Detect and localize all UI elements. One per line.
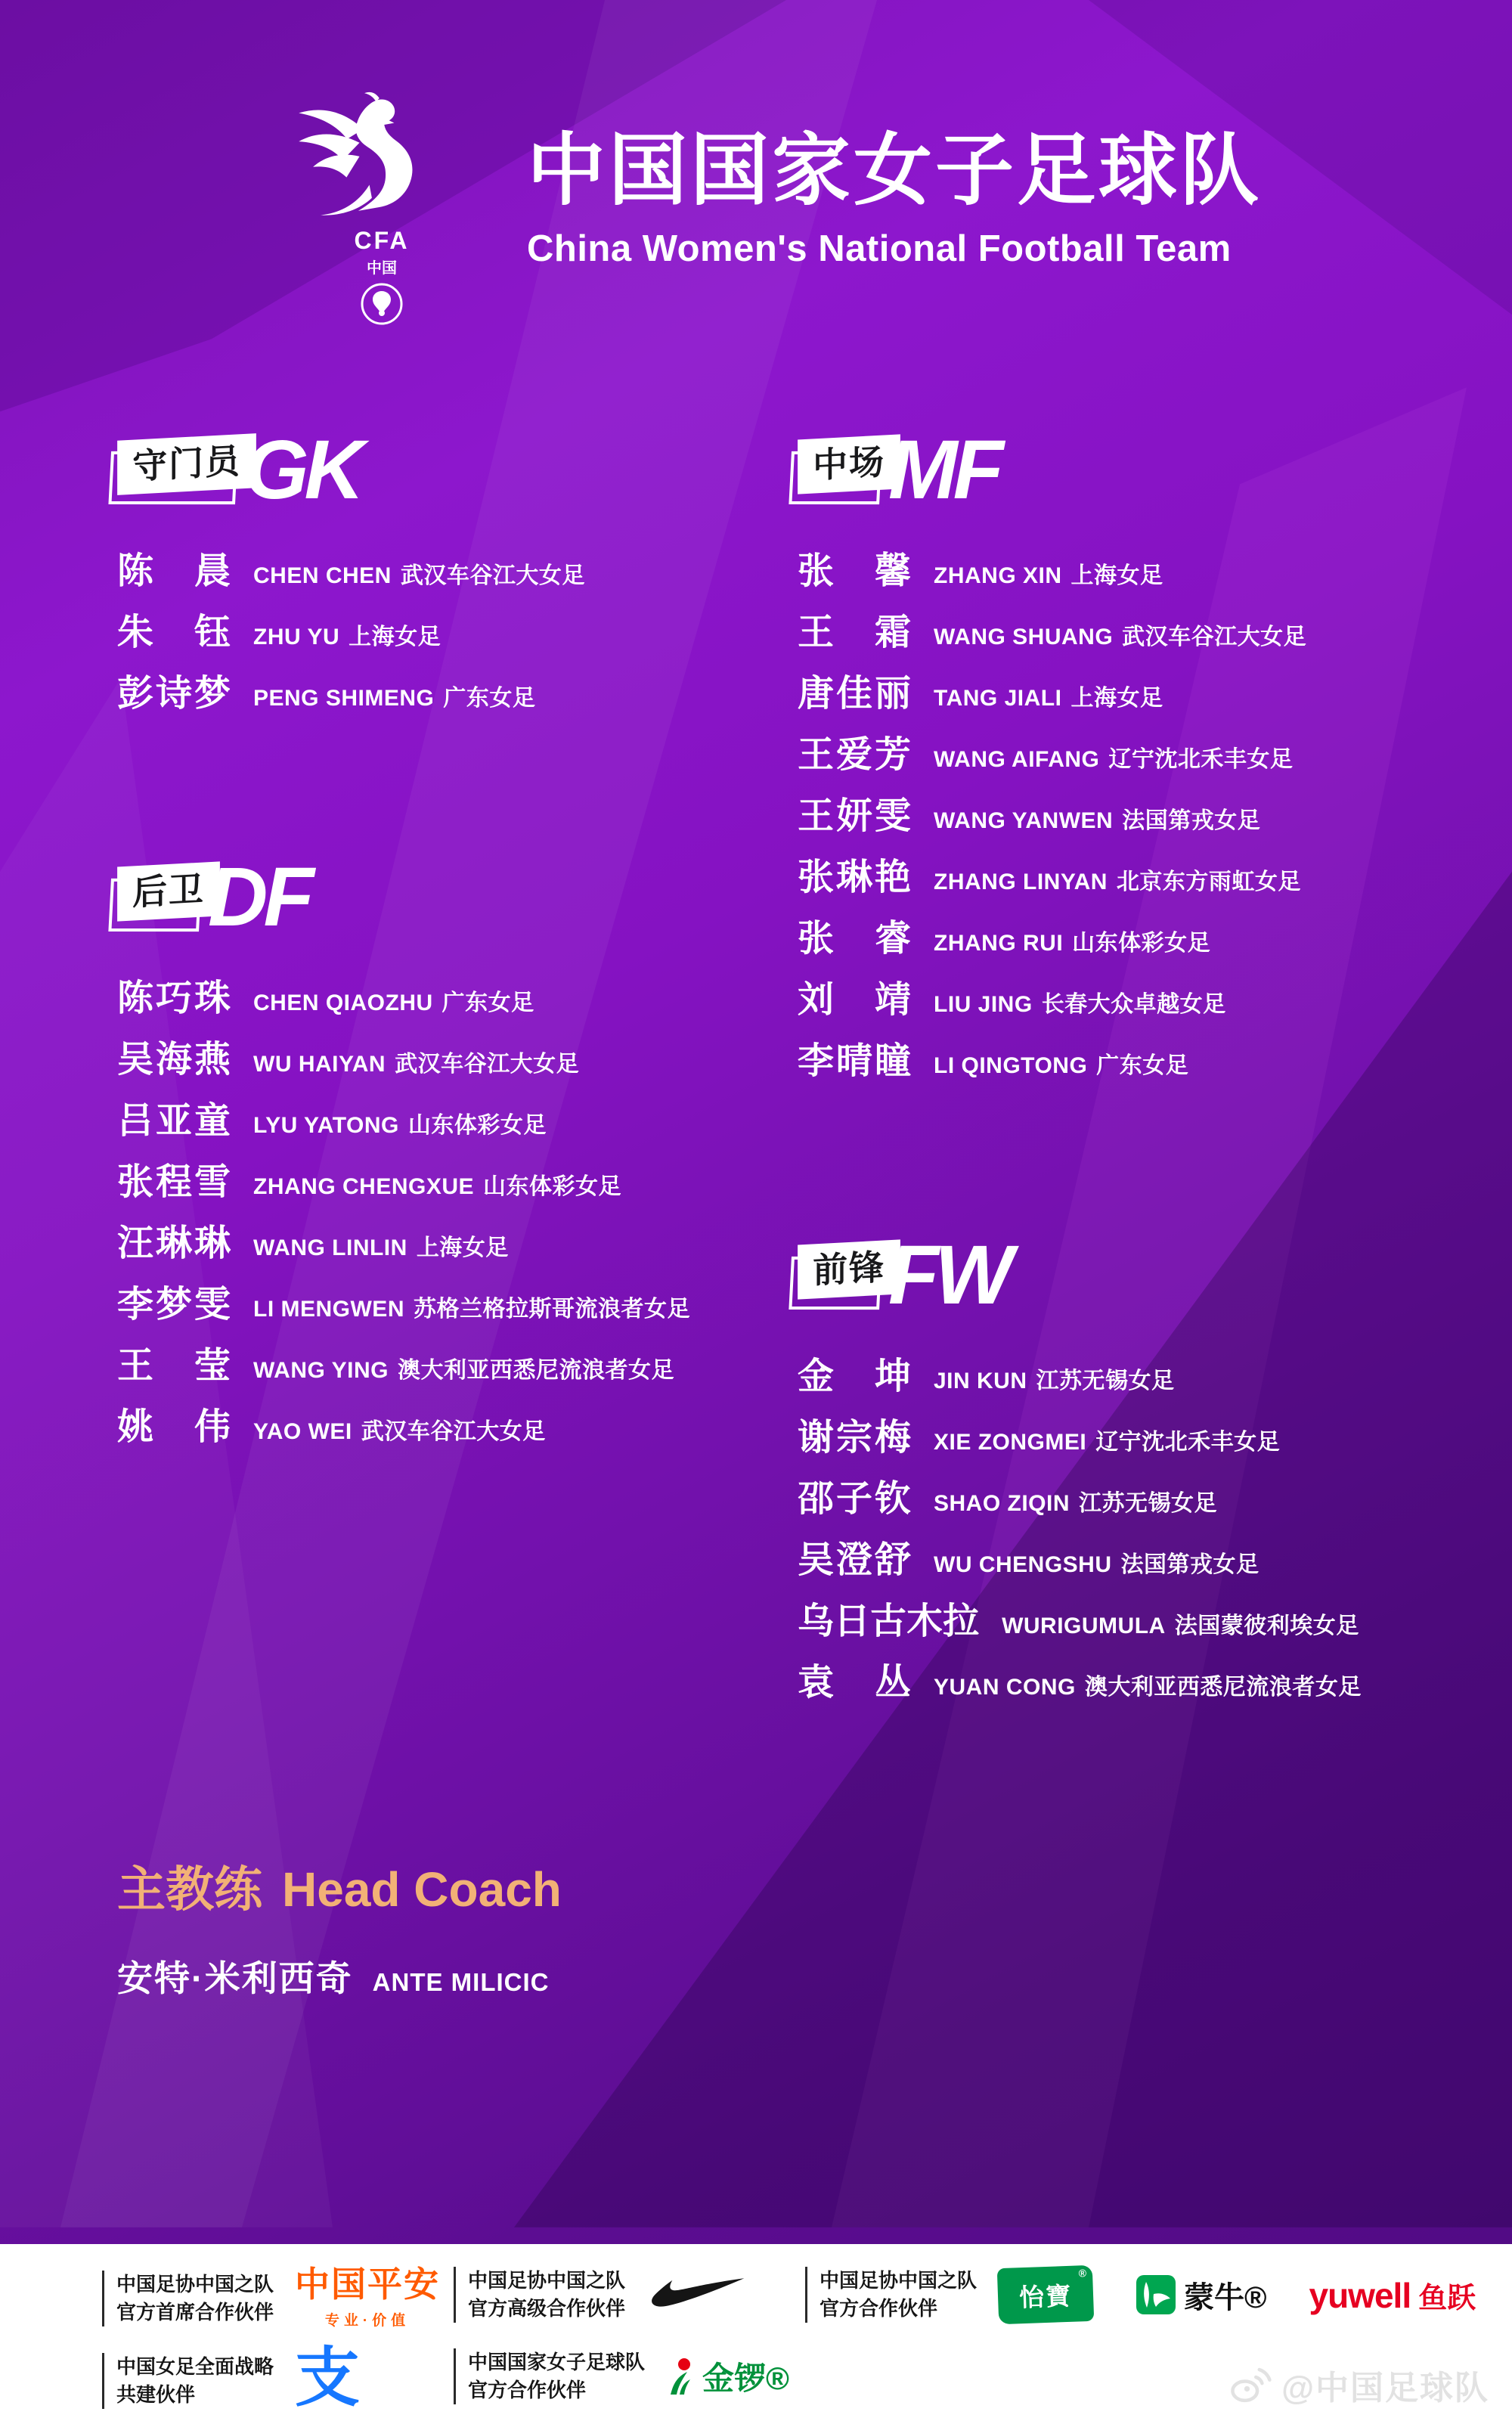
sponsor-entry	[454, 2348, 789, 2404]
player-name-char: 佳	[835, 674, 872, 714]
player-club: 上海女足	[1070, 686, 1163, 711]
player-row	[798, 1480, 1362, 1541]
coach-title-zh: 主教练	[117, 1862, 262, 1917]
player-name-pinyin: CHEN CHEN	[253, 563, 392, 588]
player-row	[798, 552, 1306, 613]
player-club: 广东女足	[443, 686, 536, 711]
player-name-char: 汪	[117, 1223, 154, 1263]
player-meta	[934, 924, 1210, 957]
player-name-pinyin: WANG YING	[253, 1358, 389, 1383]
player-name-char: 芳	[874, 735, 911, 775]
cfa-country-label: 中国	[367, 260, 397, 277]
player-name-char: 琳	[835, 857, 872, 897]
player-meta	[934, 1423, 1280, 1456]
player-club: 法国第戎女足	[1122, 808, 1261, 833]
player-name-pinyin: ZHANG LINYAN	[934, 870, 1108, 894]
cfa-emblem	[355, 228, 410, 326]
player-name-zh	[117, 552, 231, 592]
player-meta	[253, 1290, 690, 1323]
player-row	[117, 1040, 690, 1102]
player-club: 山东体彩女足	[483, 1174, 622, 1199]
player-name-char: 童	[194, 1101, 231, 1141]
player-name-char: 张	[798, 551, 835, 591]
coach-name-en: ANTE MILICIC	[372, 1968, 550, 1996]
section-tag-gk	[117, 423, 585, 529]
sponsor-label	[454, 2267, 625, 2323]
player-meta	[934, 863, 1301, 896]
player-name-char: 舒	[874, 1540, 911, 1580]
player-name-zh	[798, 1418, 911, 1458]
player-name-pinyin: ZHANG CHENGXUE	[253, 1174, 475, 1199]
player-list-mf	[798, 552, 1306, 1103]
player-name-zh	[798, 736, 911, 776]
player-club: 武汉车谷江大女足	[361, 1419, 546, 1444]
player-name-pinyin: CHEN QIAOZHU	[253, 990, 433, 1015]
sponsor-brands	[295, 2264, 441, 2330]
section-tag-fw	[798, 1229, 1362, 1334]
section-tag-mf	[798, 423, 1306, 529]
player-row	[798, 1602, 1362, 1663]
sponsor-label-line1: 中国足协中国之队	[116, 2272, 274, 2295]
player-name-pinyin: SHAO ZIQIN	[934, 1491, 1070, 1516]
player-club: 法国第戎女足	[1120, 1552, 1259, 1577]
player-name-char: 燕	[194, 1040, 231, 1080]
player-name-pinyin: LYU YATONG	[253, 1113, 399, 1138]
section-label-en: FW	[888, 1229, 1009, 1322]
player-name-char: 李	[117, 1285, 154, 1325]
player-name-pinyin: WANG AIFANG	[934, 747, 1100, 772]
player-meta	[934, 1362, 1175, 1395]
player-name-char: 王	[798, 735, 835, 775]
player-name-char: 谢	[798, 1418, 835, 1458]
sponsor-label-line1: 中国女足全面战略	[116, 2355, 274, 2378]
player-name-char: 瞳	[874, 1041, 911, 1081]
player-meta	[253, 679, 535, 712]
player-name-zh	[798, 674, 911, 715]
player-name-char: 亚	[155, 1101, 192, 1141]
player-meta	[1002, 1607, 1359, 1640]
player-name-char: 晨	[194, 551, 231, 591]
player-name-zh	[798, 1541, 911, 1581]
player-name-char: 朱	[117, 612, 154, 653]
player-name-char: 雪	[194, 1162, 231, 1202]
sponsor-entry	[102, 2264, 441, 2330]
player-name-char: 睿	[874, 919, 911, 959]
player-meta	[253, 1045, 579, 1078]
player-name-char: 邵	[798, 1479, 835, 1519]
player-name-char: 坤	[874, 1356, 911, 1396]
mengniu-text: 蒙牛®	[1184, 2280, 1267, 2314]
player-name-char: 彭	[117, 674, 154, 714]
player-club: 辽宁沈北禾丰女足	[1095, 1430, 1281, 1455]
header	[268, 91, 1262, 326]
title-block	[527, 91, 1262, 270]
player-meta	[253, 556, 585, 590]
player-club: 武汉车谷江大女足	[1122, 625, 1307, 649]
player-name-char: 妍	[835, 796, 872, 836]
sponsor-label-line1: 中国国家女子足球队	[468, 2351, 646, 2373]
jinluo-text: 金锣®	[702, 2361, 789, 2396]
player-name-char: 姚	[117, 1407, 154, 1447]
player-name-zh	[798, 919, 911, 959]
player-name-char: 王	[117, 1346, 154, 1386]
sponsor-label-line2: 官方高级合作伙伴	[468, 2297, 626, 2320]
nike-swoosh-icon	[646, 2275, 746, 2315]
player-name-pinyin: LI QINGTONG	[934, 1053, 1088, 1078]
player-name-pinyin: XIE ZONGMEI	[934, 1430, 1087, 1455]
player-name-zh	[117, 1224, 231, 1264]
player-meta	[253, 1229, 509, 1262]
sponsor-label-line1: 中国足协中国之队	[468, 2269, 626, 2292]
player-name-char: 李	[798, 1041, 835, 1081]
player-meta	[253, 1106, 547, 1139]
player-name-char: 程	[155, 1162, 192, 1202]
player-name-char: 唐	[798, 674, 835, 714]
player-name-char: 靖	[874, 980, 911, 1020]
player-name-char: 日	[834, 1601, 871, 1641]
player-row	[117, 1163, 690, 1224]
player-name-char: 琳	[194, 1223, 231, 1263]
player-name-char: 古	[870, 1601, 907, 1641]
player-row	[798, 1541, 1362, 1602]
player-meta	[934, 801, 1260, 835]
player-name-pinyin: ZHU YU	[253, 625, 340, 649]
player-row	[798, 1357, 1362, 1418]
section-label-zh: 守门员	[117, 433, 256, 495]
sponsor-label	[102, 2353, 274, 2409]
player-meta	[934, 1484, 1217, 1517]
player-name-zh	[117, 1408, 231, 1448]
player-name-char: 莹	[194, 1346, 231, 1386]
player-name-zh	[117, 1040, 231, 1080]
section-label-zh: 前锋	[798, 1239, 900, 1299]
yuwell-logo	[1309, 2274, 1476, 2316]
player-meta	[934, 679, 1163, 712]
player-list-fw	[798, 1357, 1362, 1725]
player-row	[117, 1224, 690, 1285]
player-name-char: 张	[798, 919, 835, 959]
player-row	[117, 1102, 690, 1163]
player-name-char: 霜	[874, 612, 911, 653]
player-name-char: 刘	[798, 980, 835, 1020]
player-club: 法国蒙彼利埃女足	[1174, 1613, 1359, 1638]
player-name-pinyin: JIN KUN	[934, 1369, 1027, 1393]
player-club: 江苏无锡女足	[1036, 1369, 1175, 1393]
player-meta	[934, 1046, 1188, 1080]
player-name-zh	[798, 1042, 911, 1082]
section-label-en: DF	[208, 851, 310, 944]
player-row	[798, 797, 1306, 858]
player-row	[117, 613, 585, 674]
player-name-char: 珠	[194, 978, 231, 1018]
player-name-zh	[798, 981, 911, 1021]
player-club: 苏格兰格拉斯哥流浪者女足	[414, 1297, 690, 1322]
player-name-zh	[117, 1347, 231, 1387]
player-name-pinyin: TANG JIALI	[934, 686, 1062, 711]
player-name-char: 王	[798, 612, 835, 653]
player-name-zh	[798, 552, 911, 592]
sponsor-label-line2: 官方首席合作伙伴	[116, 2300, 274, 2323]
player-name-char: 雯	[874, 796, 911, 836]
player-name-pinyin: LI MENGWEN	[253, 1297, 404, 1322]
sponsor-entry	[454, 2267, 746, 2323]
player-row	[798, 674, 1306, 736]
player-name-zh	[117, 979, 231, 1019]
sponsor-label-line2: 官方合作伙伴	[468, 2379, 587, 2401]
player-name-pinyin: YUAN CONG	[934, 1675, 1076, 1700]
player-name-zh	[798, 1602, 979, 1642]
player-row	[798, 919, 1306, 981]
player-row	[798, 981, 1306, 1042]
sponsor-label-line1: 中国足协中国之队	[820, 2269, 978, 2292]
player-name-pinyin: PENG SHIMENG	[253, 686, 435, 711]
player-name-char: 伟	[194, 1407, 231, 1447]
player-name-char: 晴	[835, 1041, 872, 1081]
player-name-char: 琳	[155, 1223, 192, 1263]
player-name-char: 钰	[194, 612, 231, 653]
player-name-zh	[117, 1163, 231, 1203]
cfa-logo-block	[268, 91, 495, 326]
player-name-char: 澄	[835, 1540, 872, 1580]
player-name-char: 陈	[117, 551, 154, 591]
player-club: 武汉车谷江大女足	[395, 1052, 580, 1077]
player-name-char: 梦	[155, 1285, 192, 1325]
player-meta	[253, 1351, 674, 1384]
player-name-zh	[117, 1285, 231, 1325]
player-meta	[934, 1545, 1259, 1579]
player-row	[798, 1042, 1306, 1103]
player-name-zh	[798, 858, 911, 898]
player-meta	[253, 618, 441, 651]
player-club: 江苏无锡女足	[1079, 1491, 1218, 1516]
sponsor-entry	[102, 2342, 361, 2414]
player-club: 上海女足	[416, 1235, 509, 1260]
player-name-char: 木	[906, 1601, 943, 1641]
player-name-char: 子	[835, 1479, 872, 1519]
player-name-zh	[117, 613, 231, 653]
player-name-pinyin: WU HAIYAN	[253, 1052, 386, 1077]
player-name-char: 巧	[155, 978, 192, 1018]
player-meta	[253, 1167, 621, 1201]
page-title-en: China Women's National Football Team	[527, 228, 1232, 270]
player-name-char: 吴	[117, 1040, 154, 1080]
sponsor-label-line2: 共建伙伴	[116, 2383, 196, 2406]
jinluo-logo	[666, 2354, 789, 2399]
section-label-zh: 中场	[798, 434, 900, 494]
player-name-zh	[798, 1357, 911, 1397]
player-name-pinyin: WU CHENGSHU	[934, 1552, 1112, 1577]
player-meta	[253, 1412, 546, 1446]
phoenix-logo-icon	[275, 91, 488, 221]
player-row	[798, 858, 1306, 919]
weibo-icon	[1228, 2366, 1272, 2404]
coach-name	[117, 1951, 562, 2001]
player-name-char: 丽	[874, 674, 911, 714]
pingan-logo	[295, 2264, 441, 2330]
player-row	[798, 1663, 1362, 1725]
player-name-pinyin: ZHANG RUI	[934, 931, 1064, 956]
sponsor-brands	[295, 2342, 361, 2414]
player-name-char: 爱	[835, 735, 872, 775]
sponsor-label	[454, 2348, 645, 2404]
weibo-watermark	[1228, 2361, 1489, 2409]
pingan-text: 中国平安	[295, 2264, 441, 2304]
player-meta	[253, 984, 534, 1017]
player-club: 上海女足	[1070, 563, 1163, 588]
player-club: 澳大利亚西悉尼流浪者女足	[1084, 1675, 1362, 1700]
section-tag-df	[117, 851, 690, 956]
player-name-char: 宗	[835, 1418, 872, 1458]
player-name-zh	[798, 1663, 911, 1703]
player-row	[117, 1285, 690, 1347]
yuwell-text-latin: yuwell	[1309, 2275, 1411, 2315]
player-name-pinyin: WANG SHUANG	[934, 625, 1114, 649]
cfa-seal-icon	[360, 282, 404, 326]
player-name-char: 丛	[874, 1663, 911, 1703]
section-goalkeepers	[117, 423, 585, 736]
section-label-en: GK	[244, 423, 360, 516]
player-meta	[934, 618, 1306, 651]
player-name-char: 吴	[798, 1540, 835, 1580]
alipay-logo: 支	[295, 2342, 361, 2414]
player-club: 北京东方雨虹女足	[1116, 870, 1301, 894]
player-name-char: 陈	[117, 978, 154, 1018]
player-row	[117, 674, 585, 736]
player-row	[117, 552, 585, 613]
player-name-pinyin: WANG YANWEN	[934, 808, 1114, 833]
player-meta	[934, 1668, 1362, 1701]
player-name-char: 金	[798, 1356, 835, 1396]
player-row	[798, 613, 1306, 674]
coach-name-zh: 安特·米利西奇	[117, 1958, 353, 1998]
player-name-pinyin: WANG LINLIN	[253, 1235, 407, 1260]
player-club: 山东体彩女足	[1072, 931, 1211, 956]
player-row	[117, 979, 690, 1040]
player-club: 澳大利亚西悉尼流浪者女足	[397, 1358, 674, 1383]
sponsor-brands	[646, 2275, 746, 2315]
coach-title-en: Head Coach	[282, 1862, 562, 1917]
player-name-char: 张	[117, 1162, 154, 1202]
cfa-acronym: CFA	[354, 227, 410, 254]
section-defenders	[117, 851, 690, 1469]
player-name-char: 诗	[155, 674, 192, 714]
section-label-en: MF	[888, 423, 999, 516]
player-row	[798, 736, 1306, 797]
sponsor-footer	[0, 2244, 1512, 2421]
player-club: 广东女足	[1096, 1053, 1189, 1078]
coach-section	[117, 1851, 562, 2001]
player-club: 长春大众卓越女足	[1041, 992, 1226, 1017]
player-name-char: 吕	[117, 1101, 154, 1141]
player-name-char: 张	[798, 857, 835, 897]
player-name-char: 艳	[874, 857, 911, 897]
player-name-zh	[798, 1480, 911, 1520]
sponsor-label-line2: 官方合作伙伴	[820, 2297, 938, 2320]
sponsor-entry	[805, 2267, 1476, 2323]
player-row	[117, 1408, 690, 1469]
player-meta	[934, 556, 1163, 590]
player-row	[117, 1347, 690, 1408]
section-forwards	[798, 1229, 1362, 1725]
yuwell-text-zh: 鱼跃	[1418, 2282, 1476, 2314]
player-name-char: 王	[798, 796, 835, 836]
player-name-char: 乌	[798, 1601, 835, 1641]
player-name-char: 钦	[874, 1479, 911, 1519]
weibo-handle: @中国足球队	[1281, 2370, 1489, 2407]
sponsor-brands	[998, 2267, 1476, 2323]
pingan-slogan: 专业·价值	[324, 2313, 411, 2329]
mengniu-logo	[1136, 2274, 1266, 2317]
player-name-char: 梅	[874, 1418, 911, 1458]
coach-title	[117, 1851, 562, 1920]
player-name-zh	[798, 613, 911, 653]
player-row	[798, 1418, 1362, 1480]
section-label-zh: 后卫	[117, 861, 220, 921]
player-club: 武汉车谷江大女足	[400, 563, 585, 588]
player-name-zh	[798, 797, 911, 837]
player-name-pinyin: WURIGUMULA	[1002, 1613, 1166, 1638]
player-name-pinyin: LIU JING	[934, 992, 1033, 1017]
player-name-char: 馨	[874, 551, 911, 591]
player-list-df	[117, 979, 690, 1469]
player-club: 广东女足	[442, 990, 534, 1015]
page-title-zh: 中国国家女子足球队	[527, 127, 1263, 215]
cestbon-logo: 怡寶 ®	[997, 2265, 1095, 2324]
player-club: 上海女足	[349, 625, 442, 649]
sponsor-label	[805, 2267, 977, 2323]
player-name-pinyin: ZHANG XIN	[934, 563, 1062, 588]
player-club: 辽宁沈北禾丰女足	[1108, 747, 1294, 772]
sponsor-label	[102, 2271, 274, 2326]
player-name-zh	[117, 1102, 231, 1142]
cestbon-text: 怡寶	[1018, 2281, 1073, 2311]
sponsor-brands	[666, 2354, 789, 2399]
player-meta	[934, 985, 1226, 1018]
player-list-gk	[117, 552, 585, 736]
player-club: 山东体彩女足	[407, 1113, 547, 1138]
player-name-char: 雯	[194, 1285, 231, 1325]
player-name-zh	[117, 674, 231, 715]
player-name-pinyin: YAO WEI	[253, 1419, 352, 1444]
player-name-char: 拉	[943, 1601, 980, 1641]
player-name-char: 梦	[194, 674, 231, 714]
section-midfielders	[798, 423, 1307, 1103]
player-name-char: 海	[155, 1040, 192, 1080]
player-name-char: 袁	[798, 1663, 835, 1703]
player-meta	[934, 740, 1293, 773]
